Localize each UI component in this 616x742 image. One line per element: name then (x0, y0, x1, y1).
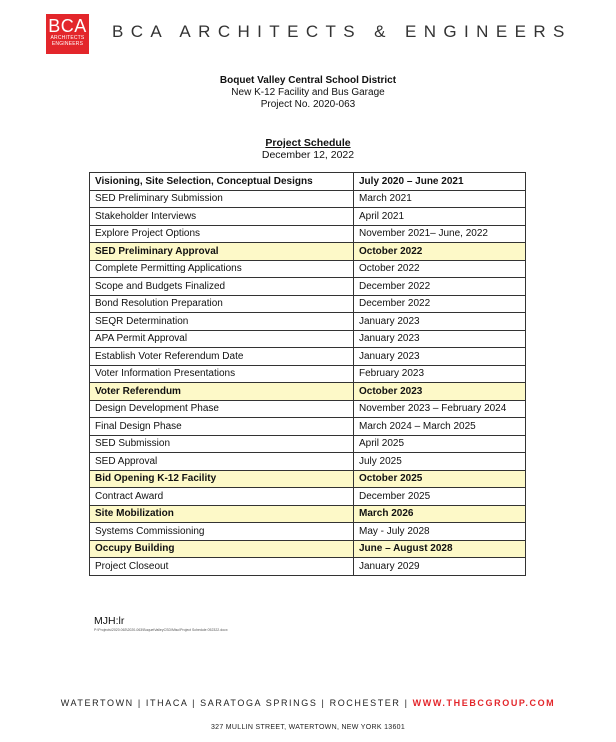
schedule-task: Voter Information Presentations (90, 365, 354, 383)
schedule-date-cell: May - July 2028 (354, 523, 526, 541)
schedule-date: December 12, 2022 (261, 149, 355, 161)
schedule-date-cell: March 2021 (354, 190, 526, 208)
schedule-date-cell: January 2023 (354, 348, 526, 366)
schedule-date-cell: October 2022 (354, 260, 526, 278)
schedule-row (90, 348, 526, 366)
schedule-row (90, 488, 526, 506)
project-name: New K-12 Facility and Bus Garage (231, 87, 385, 98)
footer-cities (0, 698, 616, 708)
schedule-task: Bid Opening K-12 Facility (90, 470, 354, 488)
schedule-row-milestone (90, 243, 526, 261)
logo-sub-line2: ENGINEERS (51, 41, 84, 47)
schedule-date-cell: July 2020 – June 2021 (354, 173, 526, 191)
schedule-task: Establish Voter Referendum Date (90, 348, 354, 366)
schedule-row (90, 400, 526, 418)
schedule-row-milestone (90, 505, 526, 523)
schedule-row (90, 523, 526, 541)
schedule-row (90, 225, 526, 243)
project-number: Project No. 2020-063 (260, 99, 356, 110)
schedule-heading (0, 137, 616, 161)
schedule-task: SED Preliminary Submission (90, 190, 354, 208)
schedule-task: Voter Referendum (90, 383, 354, 401)
schedule-task: Final Design Phase (90, 418, 354, 436)
schedule-date-cell: October 2025 (354, 470, 526, 488)
schedule-date-cell: December 2022 (354, 295, 526, 313)
schedule-task: SEQR Determination (90, 313, 354, 331)
schedule-task: Contract Award (90, 488, 354, 506)
schedule-date-cell: April 2025 (354, 435, 526, 453)
schedule-date-cell: February 2023 (354, 365, 526, 383)
schedule-task: SED Preliminary Approval (90, 243, 354, 261)
schedule-date-cell: July 2025 (354, 453, 526, 471)
footer-city-list: WATERTOWN | ITHACA | SARATOGA SPRINGS | ROCHESTER | (60, 698, 413, 708)
schedule-date-cell: January 2029 (354, 558, 526, 576)
client-name: Boquet Valley Central School District (219, 75, 397, 86)
firm-name: BCA ARCHITECTS & ENGINEERS (112, 22, 572, 41)
schedule-date-cell: December 2025 (354, 488, 526, 506)
schedule-task: Complete Permitting Applications (90, 260, 354, 278)
schedule-task: Scope and Budgets Finalized (90, 278, 354, 296)
logo-main-text: BCA (48, 16, 87, 36)
schedule-task: APA Permit Approval (90, 330, 354, 348)
initials: MJH:lr (94, 615, 125, 627)
schedule-date-cell: January 2023 (354, 313, 526, 331)
schedule-row (90, 313, 526, 331)
file-path: P:\Projects\2020.063\2020-063\BoquetValleyCSD\Misc\Project Schedule 052322.docx (94, 628, 228, 632)
schedule-date-cell: October 2023 (354, 383, 526, 401)
schedule-date-cell: June – August 2028 (354, 540, 526, 558)
schedule-task: Systems Commissioning (90, 523, 354, 541)
schedule-title: Project Schedule (265, 137, 351, 149)
schedule-row (90, 418, 526, 436)
schedule-task: Stakeholder Interviews (90, 208, 354, 226)
schedule-row (90, 278, 526, 296)
schedule-row (90, 365, 526, 383)
schedule-row (90, 453, 526, 471)
footer-address: 327 MULLIN STREET, WATERTOWN, NEW YORK 13601 (210, 724, 406, 731)
schedule-task: Project Closeout (90, 558, 354, 576)
schedule-row (90, 208, 526, 226)
schedule-date-cell: December 2022 (354, 278, 526, 296)
schedule-row (90, 295, 526, 313)
schedule-row (90, 435, 526, 453)
schedule-row (90, 330, 526, 348)
schedule-task: Site Mobilization (90, 505, 354, 523)
schedule-row-header (90, 173, 526, 191)
schedule-task: Visioning, Site Selection, Conceptual Designs (90, 173, 354, 191)
bca-logo (46, 14, 89, 54)
schedule-row-milestone (90, 470, 526, 488)
schedule-date-cell: April 2021 (354, 208, 526, 226)
schedule-date-cell: March 2024 – March 2025 (354, 418, 526, 436)
schedule-task: SED Submission (90, 435, 354, 453)
schedule-table (89, 172, 526, 576)
logo-sub-line1: ARCHITECTS (50, 35, 85, 41)
schedule-task: Design Development Phase (90, 400, 354, 418)
schedule-row-milestone (90, 540, 526, 558)
project-titles (0, 75, 616, 111)
schedule-task: Bond Resolution Preparation (90, 295, 354, 313)
schedule-task: Explore Project Options (90, 225, 354, 243)
schedule-task: Occupy Building (90, 540, 354, 558)
schedule-row-milestone (90, 383, 526, 401)
schedule-date-cell: March 2026 (354, 505, 526, 523)
schedule-date-cell: October 2022 (354, 243, 526, 261)
schedule-date-cell: November 2023 – February 2024 (354, 400, 526, 418)
schedule-row (90, 558, 526, 576)
schedule-row (90, 190, 526, 208)
footer-website-link[interactable]: WWW.THEBCGROUP.COM (412, 698, 556, 708)
schedule-date-cell: January 2023 (354, 330, 526, 348)
schedule-task: SED Approval (90, 453, 354, 471)
schedule-row (90, 260, 526, 278)
schedule-date-cell: November 2021– June, 2022 (354, 225, 526, 243)
